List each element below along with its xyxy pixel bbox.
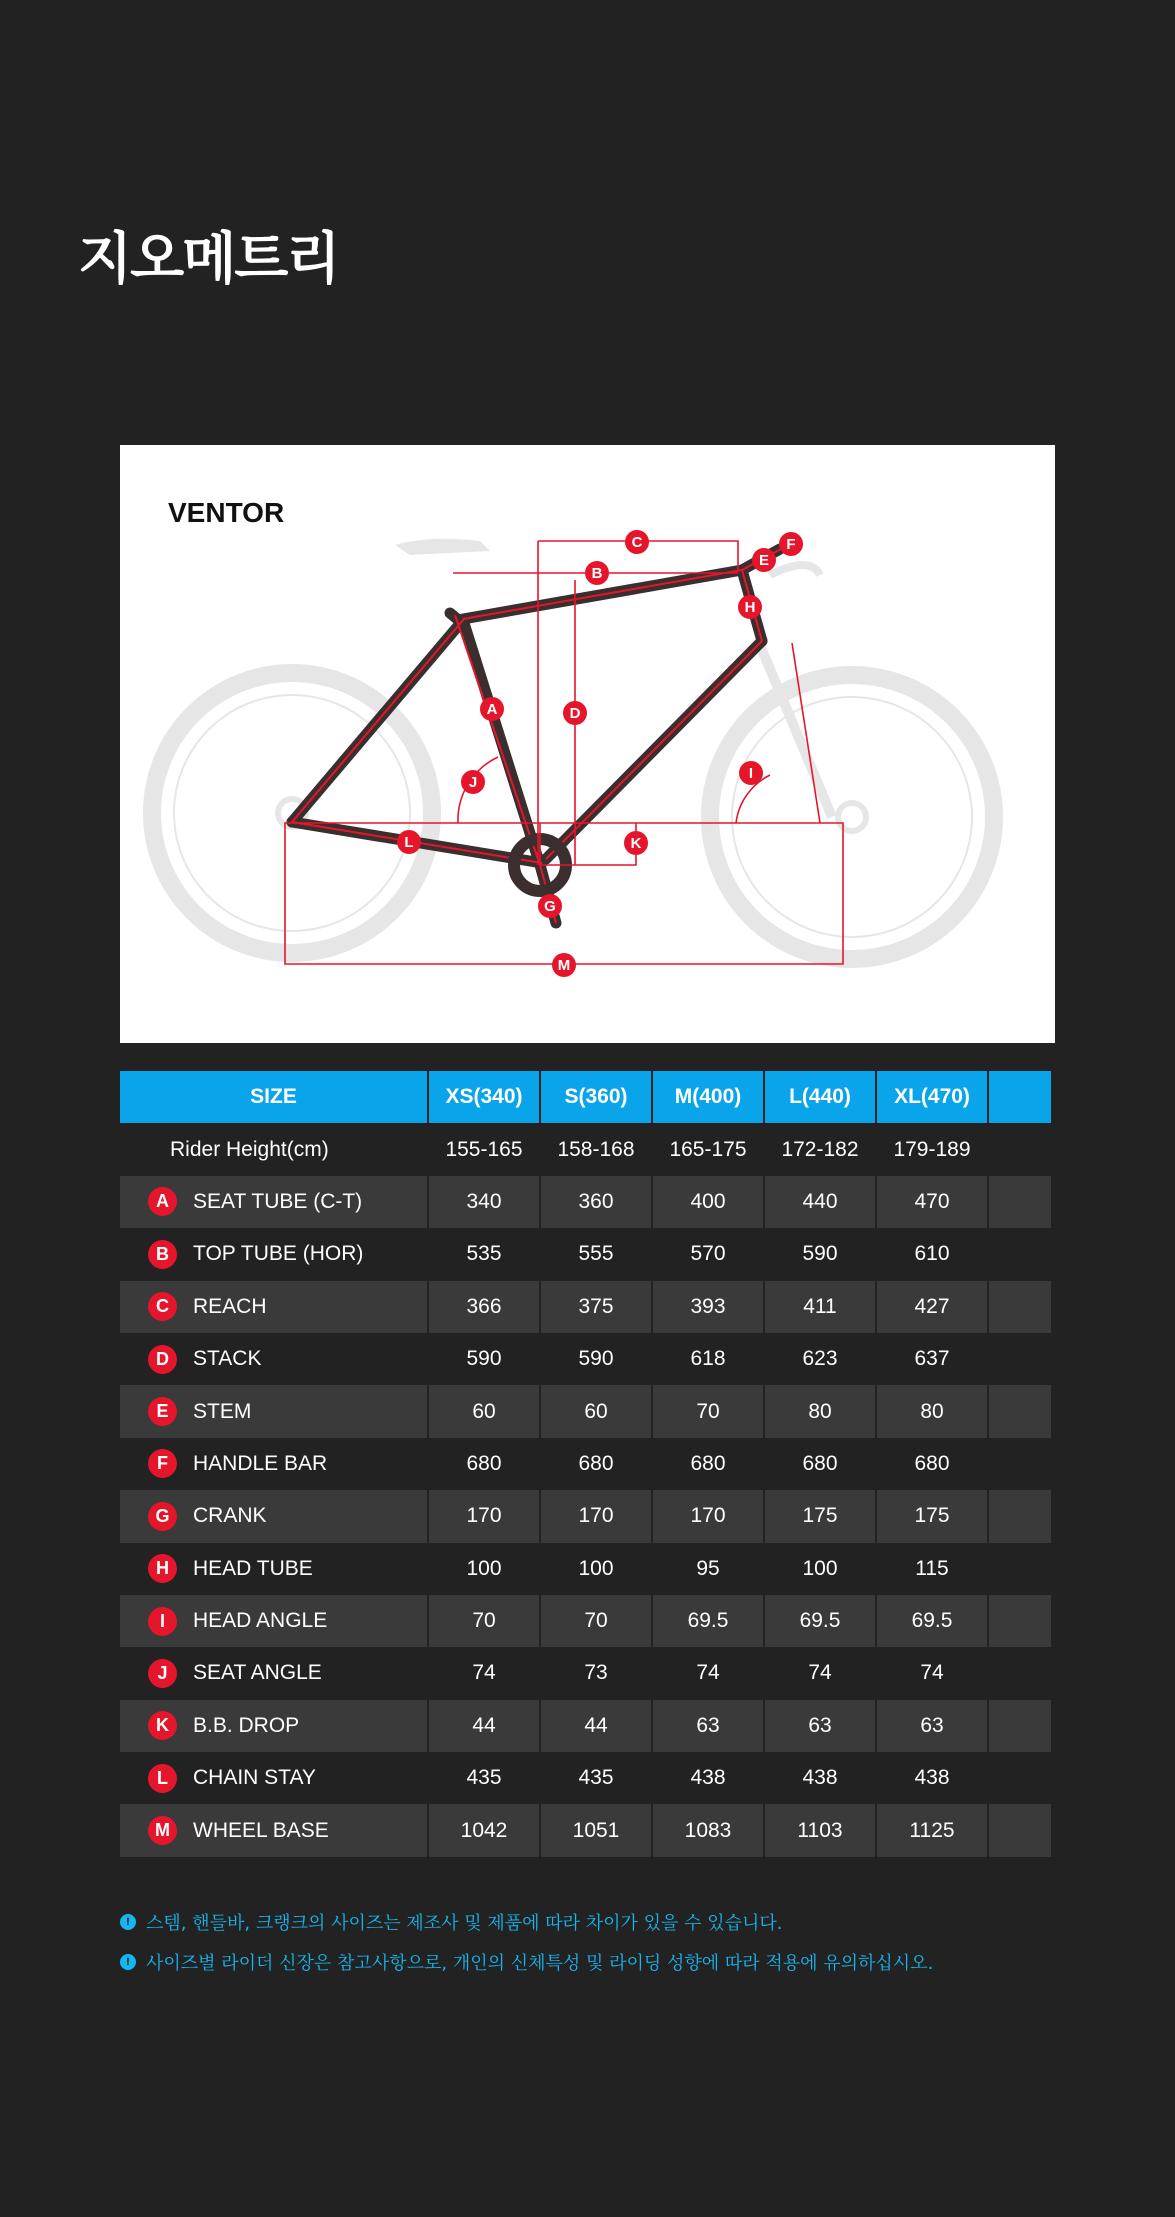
table-cell: 411 — [765, 1281, 875, 1333]
letter-badge: E — [148, 1397, 177, 1426]
model-name: VENTOR — [168, 497, 285, 528]
footnote — [120, 1942, 933, 1982]
svg-text:M: M — [557, 957, 571, 974]
row-label — [120, 1700, 427, 1752]
row-label — [120, 1176, 427, 1228]
table-row — [120, 1752, 1055, 1804]
bike-geometry-illustration — [120, 445, 1055, 1043]
table-cell: 1125 — [877, 1804, 987, 1856]
row-spacer — [989, 1647, 1051, 1699]
svg-text:A: A — [486, 701, 498, 718]
table-cell: 60 — [429, 1385, 539, 1437]
table-cell: 69.5 — [653, 1595, 763, 1647]
table-cell: 155-165 — [445, 1137, 523, 1161]
row-label — [120, 1228, 427, 1280]
table-cell: 175 — [765, 1490, 875, 1542]
letter-badge: H — [148, 1554, 177, 1583]
row-label-text: CRANK — [193, 1504, 267, 1528]
row-spacer — [989, 1804, 1051, 1856]
row-label — [120, 1647, 427, 1699]
row-spacer — [989, 1700, 1051, 1752]
row-spacer — [989, 1333, 1051, 1385]
table-cell: 179-189 — [893, 1137, 971, 1161]
table-cell: 74 — [920, 1661, 944, 1685]
header-size-xl: XL(470) — [877, 1071, 987, 1123]
header-size-m: M(400) — [653, 1071, 763, 1123]
row-spacer — [989, 1595, 1051, 1647]
header-size-s: S(360) — [541, 1071, 651, 1123]
table-cell: 63 — [765, 1700, 875, 1752]
row-spacer — [989, 1543, 1051, 1595]
table-cell: 69.5 — [765, 1595, 875, 1647]
table-row — [120, 1647, 1055, 1699]
table-cell: 427 — [877, 1281, 987, 1333]
table-row — [120, 1595, 1055, 1647]
row-label — [120, 1385, 427, 1437]
letter-badge: A — [148, 1187, 177, 1216]
table-cell: 680 — [802, 1451, 838, 1475]
table-cell: 610 — [914, 1242, 950, 1266]
table-cell: 435 — [578, 1766, 614, 1790]
marker-d — [563, 701, 587, 725]
table-cell: 590 — [466, 1347, 502, 1371]
table-cell: 70 — [429, 1595, 539, 1647]
letter-badge: K — [148, 1711, 177, 1740]
rider-height-label: Rider Height(cm) — [170, 1137, 329, 1161]
letter-badge: J — [148, 1659, 177, 1688]
row-label — [120, 1490, 427, 1542]
table-cell: 70 — [541, 1595, 651, 1647]
table-cell: 73 — [584, 1661, 608, 1685]
table-cell: 100 — [802, 1556, 838, 1580]
letter-badge: L — [148, 1764, 177, 1793]
row-label — [120, 1281, 427, 1333]
table-cell: 618 — [690, 1347, 726, 1371]
row-spacer — [989, 1228, 1051, 1280]
marker-h — [738, 595, 762, 619]
table-cell: 590 — [802, 1242, 838, 1266]
row-label-text: STACK — [193, 1347, 262, 1371]
letter-badge: C — [148, 1292, 177, 1321]
row-label-text: B.B. DROP — [193, 1713, 300, 1737]
row-spacer — [989, 1281, 1051, 1333]
table-cell: 1051 — [541, 1804, 651, 1856]
table-cell: 360 — [541, 1176, 651, 1228]
table-row — [120, 1281, 1055, 1333]
header-size-xs: XS(340) — [429, 1071, 539, 1123]
table-cell: 69.5 — [877, 1595, 987, 1647]
table-cell: 170 — [541, 1490, 651, 1542]
page-title: 지오메트리 — [78, 227, 339, 292]
row-label-text: HEAD TUBE — [193, 1556, 313, 1580]
table-cell: 172-182 — [781, 1137, 859, 1161]
table-cell: 158-168 — [557, 1137, 635, 1161]
svg-text:E: E — [758, 552, 770, 569]
table-row-rider-height — [120, 1123, 1055, 1175]
row-label — [120, 1438, 427, 1490]
table-row — [120, 1438, 1055, 1490]
table-cell: 170 — [653, 1490, 763, 1542]
row-label — [120, 1543, 427, 1595]
table-cell: 623 — [802, 1347, 838, 1371]
table-cell: 95 — [696, 1556, 720, 1580]
svg-text:H: H — [744, 599, 756, 616]
table-header-row — [120, 1071, 1055, 1123]
marker-g — [538, 894, 562, 918]
header-size: SIZE — [120, 1071, 427, 1123]
table-cell: 44 — [541, 1700, 651, 1752]
info-icon: ! — [120, 1914, 136, 1930]
table-cell: 680 — [466, 1451, 502, 1475]
svg-text:L: L — [404, 834, 414, 851]
table-cell: 80 — [877, 1385, 987, 1437]
table-cell: 400 — [653, 1176, 763, 1228]
table-row — [120, 1700, 1055, 1752]
letter-badge: F — [148, 1449, 177, 1478]
table-cell: 680 — [690, 1451, 726, 1475]
table-cell: 70 — [653, 1385, 763, 1437]
table-cell: 74 — [808, 1661, 832, 1685]
marker-c — [625, 530, 649, 554]
table-cell: 535 — [466, 1242, 502, 1266]
table-cell: 440 — [765, 1176, 875, 1228]
table-cell: 366 — [429, 1281, 539, 1333]
table-cell: 555 — [578, 1242, 614, 1266]
table-cell: 680 — [914, 1451, 950, 1475]
row-label — [120, 1752, 427, 1804]
footnote-text: 사이즈별 라이더 신장은 참고사항으로, 개인의 신체특성 및 라이딩 성향에 따라 적용에 유의하십시오. — [146, 1953, 934, 1974]
marker-k — [624, 831, 648, 855]
table-row — [120, 1176, 1055, 1228]
table-cell: 1042 — [429, 1804, 539, 1856]
marker-e — [752, 548, 776, 572]
row-label-text: WHEEL BASE — [193, 1818, 329, 1842]
table-cell: 438 — [914, 1766, 950, 1790]
row-label-text: SEAT ANGLE — [193, 1661, 322, 1685]
table-cell: 63 — [877, 1700, 987, 1752]
row-label — [120, 1804, 427, 1856]
letter-badge: B — [148, 1240, 177, 1269]
table-row — [120, 1543, 1055, 1595]
svg-text:C: C — [631, 534, 643, 551]
footnote-text: 스템, 핸들바, 크랭크의 사이즈는 제조사 및 제품에 따라 차이가 있을 수 있습니다. — [146, 1913, 783, 1934]
row-label-text: REACH — [193, 1294, 267, 1318]
table-row — [120, 1804, 1055, 1856]
marker-a — [480, 697, 504, 721]
marker-b — [585, 561, 609, 585]
table-cell: 175 — [877, 1490, 987, 1542]
header-spacer — [989, 1071, 1051, 1123]
footnote — [120, 1902, 933, 1942]
row-spacer — [989, 1176, 1051, 1228]
table-cell: 100 — [578, 1556, 614, 1580]
letter-badge: I — [148, 1607, 177, 1636]
geometry-table — [120, 1071, 1055, 1857]
front-wheel — [710, 675, 994, 959]
table-cell: 44 — [429, 1700, 539, 1752]
table-cell: 375 — [541, 1281, 651, 1333]
table-row — [120, 1385, 1055, 1437]
table-cell: 438 — [690, 1766, 726, 1790]
row-label-text: HANDLE BAR — [193, 1451, 328, 1475]
geometry-diagram — [120, 445, 1055, 1043]
table-cell: 74 — [472, 1661, 496, 1685]
svg-text:I: I — [748, 765, 754, 782]
table-cell: 100 — [466, 1556, 502, 1580]
table-row — [120, 1333, 1055, 1385]
saddle — [395, 539, 490, 555]
row-label-text: SEAT TUBE (C-T) — [193, 1189, 363, 1213]
table-cell: 470 — [877, 1176, 987, 1228]
svg-text:J: J — [468, 774, 478, 791]
table-cell: 637 — [914, 1347, 950, 1371]
row-label — [120, 1333, 427, 1385]
table-cell: 590 — [578, 1347, 614, 1371]
table-cell: 340 — [429, 1176, 539, 1228]
table-row — [120, 1490, 1055, 1542]
handlebar — [770, 565, 820, 575]
rear-wheel — [152, 673, 432, 953]
marker-m — [552, 953, 576, 977]
info-icon: ! — [120, 1954, 136, 1970]
table-cell: 1083 — [653, 1804, 763, 1856]
row-spacer — [989, 1752, 1051, 1804]
table-cell: 60 — [541, 1385, 651, 1437]
table-cell: 80 — [765, 1385, 875, 1437]
table-cell: 115 — [915, 1556, 949, 1580]
table-cell: 435 — [466, 1766, 502, 1790]
table-cell: 438 — [802, 1766, 838, 1790]
svg-text:D: D — [569, 705, 581, 722]
table-row — [120, 1228, 1055, 1280]
row-label — [120, 1595, 427, 1647]
svg-text:F: F — [786, 536, 796, 553]
marker-i — [739, 761, 763, 785]
letter-badge: M — [148, 1816, 177, 1845]
svg-text:B: B — [591, 565, 603, 582]
svg-text:G: G — [544, 898, 556, 915]
row-label-text: HEAD ANGLE — [193, 1609, 328, 1633]
svg-text:K: K — [630, 835, 642, 852]
row-label-text: STEM — [193, 1399, 252, 1423]
row-spacer — [989, 1490, 1051, 1542]
marker-l — [397, 830, 421, 854]
table-cell: 63 — [653, 1700, 763, 1752]
row-spacer — [989, 1438, 1051, 1490]
row-label-text: TOP TUBE (HOR) — [193, 1242, 364, 1266]
row-spacer — [989, 1123, 1051, 1175]
table-cell: 680 — [578, 1451, 614, 1475]
row-label-text: CHAIN STAY — [193, 1766, 316, 1790]
letter-badge: G — [148, 1502, 177, 1531]
header-size-l: L(440) — [765, 1071, 875, 1123]
table-cell: 1103 — [765, 1804, 875, 1856]
letter-badge: D — [148, 1345, 177, 1374]
table-cell: 570 — [690, 1242, 726, 1266]
table-cell: 170 — [429, 1490, 539, 1542]
footnotes — [120, 1902, 933, 1982]
table-cell: 165-175 — [669, 1137, 747, 1161]
marker-j — [461, 770, 485, 794]
row-spacer — [989, 1385, 1051, 1437]
table-cell: 393 — [653, 1281, 763, 1333]
table-cell: 74 — [696, 1661, 720, 1685]
marker-f — [779, 532, 803, 556]
